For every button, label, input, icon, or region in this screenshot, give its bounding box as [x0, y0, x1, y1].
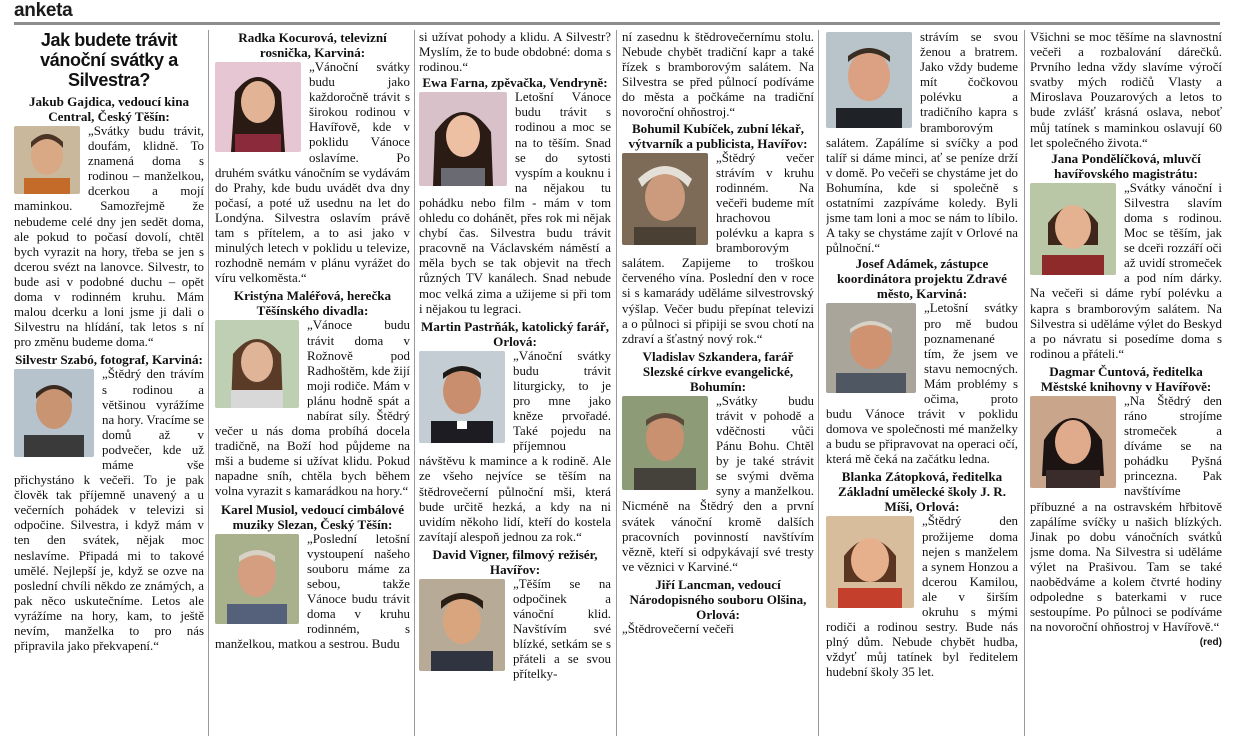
entry-name: Karel Musiol, vedoucí cimbálové muziky Slezan, Český Těšín: — [220, 501, 405, 532]
entry-name: Dagmar Čuntová, ředitelka Městské knihovny v Havířově: — [1040, 363, 1212, 394]
continued-text: Všichni se moc těšíme na slavnostní večeři a rozbalování dárečků. Prvního ledna vždy slavíme výročí svatby mých rodičů Vlasty a Miroslava Pouzarových a letos to bude zvlášť krásná oslava, neboť můj tatínek s maminkou oslavují 60 let společného života.“ — [1030, 30, 1222, 150]
entry-text: „Na Štědrý den ráno strojíme stromeček a díváme se na pohádku Pyšná princezna. Pak navštívíme příbuzné a na ostravském hřbitově zapálíme svíčky u našich blízkých. Jinak po dobu vánočních svátků jsme doma. Na Silvestra si uděláme výlet na Prašivou. Tam se také naobědváme a kolem čtvrté hodiny odpoledne s baterkami v ruce sestoupíme. Po půlnoci se podíváme na novoroční ohňostroj v Havířově.“ — [1030, 393, 1222, 635]
entry-text: „Svátky budu trávit v pohodě a vděčnosti vůči Pánu Bohu. Chtěl by je také strávit se svými dvěma syny a manželkou. Nicméně na Štědrý den a první svátek vánoční kromě dalších pracovních povinností navštívím vězně, kteří si odpykávají své tresty ve věznici v Karviné.“ — [622, 393, 814, 574]
entry-text: Letošní Vánoce budu trávit s rodinou a moc se na to těším. Snad se do sytosti vyspím a kouknu i na nějakou tu pohádku nebo film - mám v tom ohledu co dohánět, přes rok mi nějak chybí čas. Silvestra budu trávit pracovně na Václavském náměstí a měla bych se tak objevit na třech různých TV kanálech. Snad nebude moc velká zima a užijeme si při tom i nějakou tu legraci. — [419, 90, 611, 316]
portrait-photo — [419, 92, 507, 186]
entry-farna — [419, 75, 611, 316]
entry-malerova — [215, 288, 410, 499]
entry-text: „Vánoční svátky budu jako každoročně trávit s širokou rodinou v Havířově, kde v poklidu Vánoce oslavíme. Po druhém svátku vánočním se vydávám do Prahy, kde budu uvádět dva dny počasí, a poté už usednu na let do Londýna. Silvestra oslavím právě tam s přítelem, a to asi jako v minulých letech v poklidu u televize, rozhodně nemám v plánu vyrážet do víru velkoměsta.“ — [215, 60, 410, 286]
column-4 — [622, 30, 814, 738]
column-divider — [616, 30, 617, 736]
portrait-photo — [419, 579, 505, 671]
header-rule — [14, 22, 1220, 25]
entry-name: Blanka Zátopková, ředitelka Základní umělecké školy J. R. Míši, Orlová: — [837, 469, 1007, 515]
entry-name: Bohumil Kubíček, zubní lékař, výtvarník a publicista, Havířov: — [628, 120, 808, 151]
column-6 — [1030, 30, 1222, 738]
portrait-photo — [622, 153, 708, 245]
entry-name: Radka Kocurová, televizní rosnička, Karviná: — [238, 30, 387, 60]
entry-lancman — [622, 577, 814, 637]
column-divider — [208, 30, 209, 736]
portrait-photo — [826, 32, 912, 128]
entry-text: „Vánoce budu trávit doma v Rožnově pod Radhoštěm, kde žijí moji rodiče. Mám v plánu hodně spát a nabírat síly. Štědrý večer u nás doma probíhá docela tradičně, na Boží hod půjdeme na mši a budeme si užívat klidu. Pokud napadne sníh, chtěla bych během volna vyrazit s kamarádkou na hory.“ — [215, 318, 410, 499]
portrait-photo — [14, 369, 94, 457]
continued-text: strávím se svou ženou a bratrem. Jako vždy budeme mít čočkovou polévku a tradičního kapra s bramborovým salátem. Zapálíme si svíčky a pod talíř si dáme minci, ať se peníze drží v domě. Po večeři se chystáme jet do Bohumína, kde si společně s ostatními zazpíváme koledy. Byli jsme tam loni a moc se nám to líbilo. A taky se chystáme zajít v Orlové na půlnoční.“ — [826, 30, 1018, 256]
entry-name: Jiří Lancman, vedoucí Národopisného souboru Olšina, Orlová: — [629, 576, 807, 622]
entry-adamek — [826, 256, 1018, 467]
column-5 — [826, 30, 1018, 738]
portrait-photo — [826, 516, 914, 608]
entry-name: Jakub Gajdica, vedoucí kina Central, Český Těšín: — [28, 94, 190, 124]
portrait-photo — [419, 351, 505, 443]
entry-pondelickova — [1030, 151, 1222, 362]
entry-name: Kristýna Maléřová, herečka Těšínského divadla: — [233, 288, 392, 319]
entry-name: Martin Pastrňák, katolický farář, Orlová: — [420, 318, 610, 349]
column-3 — [419, 30, 611, 738]
entry-text: „Svátky budu trávit, doufám, klidně. To znamená doma s rodinou – manželkou, dcerkou a mojí maminkou. Samozřejmě že nebudeme celé dny jen sedět doma, ale pokud to počasí dovolí, chtěl bych vyrazit na hory, třeba se jen s dcerou svézt na lanovce. Silvestr, to bude asi v podobné duchu – opět doma v rodinném kruhu. Mám malou dcerku a loni jsme ji dali o Silvestru na hlídání, tak letos s ní pro změnu budeme doma.“ — [14, 124, 204, 350]
portrait-photo — [622, 396, 708, 490]
entry-name: Ewa Farna, zpěvačka, Vendryně: — [422, 75, 608, 91]
entry-text: „Letošní svátky pro mě budou poznamenané tím, že jsem ve stavu nemocných. Mám problémy s očima, proto budu Vánoce trávit v poklidu domova ve společnosti mé manželky a budu se připravovat na operaci očí, která mě čeká na začátku ledna. — [826, 301, 1018, 467]
entry-text: „Svátky vánoční i Silvestra slavím doma s rodinou. Moc se těším, jak se dceři rozzáří oči až uvidí stromeček a pod ním dárky. Na večeři si dáme rybí polévku a kapra s bramborovým salátem. Na Silvestra si uděláme výlet do Beskyd a po návratu si posedíme doma s rodinou a přáteli.“ — [1030, 180, 1222, 361]
continued-text: ní zasednu k štědrovečernímu stolu. Nebude chybět tradiční kapr a také řízek s bramborovým salátem. Na Silvestra se před půlnocí podíváme do města a počkáme na tradiční novoroční ohňostroj.“ — [622, 30, 814, 120]
entry-kocurova — [215, 30, 410, 286]
entry-name: Silvestr Szabó, fotograf, Karviná: — [15, 352, 203, 368]
portrait-photo — [215, 62, 301, 152]
entry-cuntova — [1030, 363, 1222, 649]
entry-vigner — [419, 547, 611, 683]
entry-text: „Vánoční svátky budu trávit liturgicky, to je pro mne jako kněze prvořadé. Také pojedu na příjemnou návštěvu k mamince a k rodině. Ale ze všeho nejvíce se těším na štědrovečerní půlnoční mši, která bude určitě hezká, a kdy na ni uvidím někoho lidí, kteří do kostela zavítají alespoň jednou za rok.“ — [419, 348, 611, 544]
portrait-photo — [215, 320, 299, 408]
portrait-photo — [1030, 396, 1116, 488]
portrait-photo — [826, 303, 916, 393]
entry-text: „Štědrý den prožijeme doma nejen s manželem a synem Honzou a dcerou Kamilou, ale v širším okruhu s mými rodiči a rodinou sestry. Bude nás plný dům. Nebude chybět hudba, vždyť můj tatínek byl ředitelem hudební školy 35 let. — [826, 514, 1018, 680]
entry-szkandera — [622, 349, 814, 575]
continued-text: si užívat pohody a klidu. A Silvestr? Myslím, že to bude obdobné: doma s rodinou.“ — [419, 30, 611, 75]
entry-gajdica — [14, 94, 204, 350]
entry-szabo — [14, 352, 204, 654]
portrait-photo — [1030, 183, 1116, 275]
entry-pastrnak — [419, 319, 611, 545]
entry-name: Josef Adámek, zástupce koordinátora projektu Zdravé město, Karviná: — [837, 256, 1007, 302]
portrait-photo — [14, 126, 80, 194]
entry-text: „Štědrý večer strávím v kruhu rodinném. Na večeři budeme mít hrachovou polévku a kapra s bramborovým salátem. Zapijeme to troškou červeného vína. Poslední den v roce si s kamarády uděláme silvestrovský výšlap. Večer budu přepínat televizi a o půlnoci si připiji se svou chotí na zdraví a šťastný nový rok.“ — [622, 150, 814, 346]
entry-zatopkova — [826, 469, 1018, 680]
headline: Jak budete trávit vánoční svátky a Silvestra? — [40, 30, 178, 90]
column-1 — [14, 30, 204, 738]
entry-text: „Poslední letošní vystoupení našeho souboru máme za sebou, takže Vánoce budu trávit doma v kruhu rodinném, s manželkou, matkou a sestrou. Budu — [215, 531, 410, 652]
entry-text: „Štědrý den trávím s rodinou a většinou vyrážíme na hory. Vracíme se domů až v podvečer, kde už máme vše přichystáno k večeři. To je pak člověk tak příjemně unavený a u večerních pohádek v televizi si odpočine. Silvestra, i když mám v ten den svátek, nějak moc neslavíme. Připadá mi to takové umělé. Nejlepší je, když se ozve na poslední chvíli někdo ze známých, a pak něco uskutečníme. Letos ale vyrážíme na hory, kam, to ještě nevím, manželka to pro nás připravila jako překvapení.“ — [14, 367, 204, 654]
entry-text: „Těším se na odpočinek a vánoční klid. Navštívím své blízké, setkám se s přáteli a se svou přítelky- — [513, 576, 611, 682]
entry-name: Vladislav Szkandera, farář Slezské církve evangelické, Bohumín: — [642, 348, 794, 394]
column-2 — [215, 30, 410, 738]
entry-text: „Štědrovečerní večeři — [622, 621, 735, 636]
portrait-photo — [215, 534, 299, 624]
section-kicker: anketa — [14, 0, 73, 21]
entry-name: David Vigner, filmový režisér, Havířov: — [432, 546, 598, 577]
entry-musiol — [215, 502, 410, 653]
entry-kubicek — [622, 121, 814, 347]
author-credit: (red) — [1199, 637, 1222, 649]
column-divider — [414, 30, 415, 736]
column-divider — [818, 30, 819, 736]
entry-name: Jana Pondělíčková, mluvčí havířovského magistrátu: — [1051, 150, 1201, 181]
column-divider — [1024, 30, 1025, 736]
